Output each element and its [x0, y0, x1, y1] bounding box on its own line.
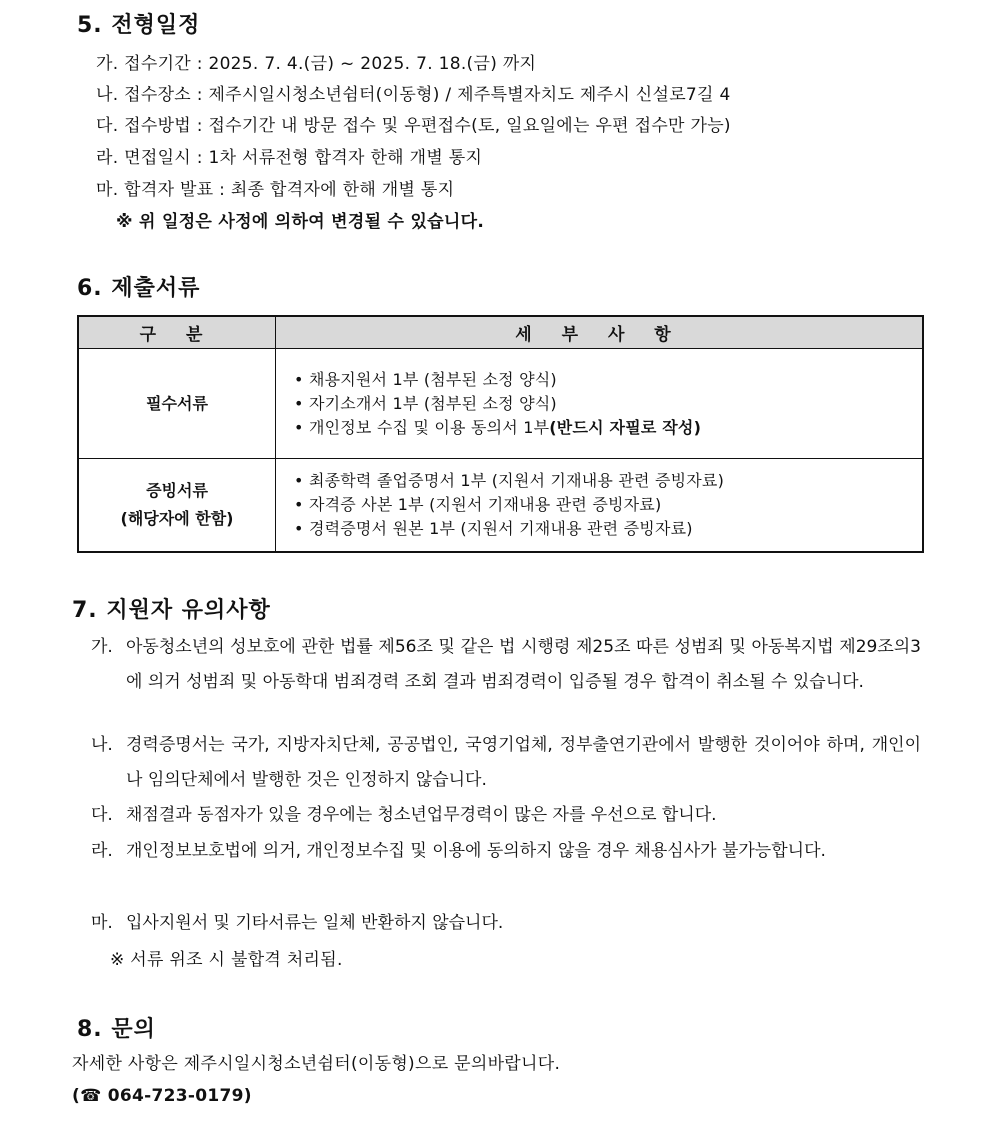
caution-item-c	[91, 798, 921, 833]
phone-number: 064-723-0179)	[101, 1086, 252, 1106]
section-5-title: 5. 전형일정	[77, 13, 201, 38]
inquiry-text: 자세한 사항은 제주시일시청소년쉼터(이동형)으로 문의바랍니다.	[72, 1054, 561, 1074]
list-item	[294, 416, 922, 440]
caution-text: 입사지원서 및 기타서류는 일체 반환하지 않습니다.	[126, 913, 504, 933]
caution-item-d	[91, 834, 921, 904]
schedule-item-interview: 라. 면접일시 : 1차 서류전형 합격자 한해 개별 통지	[96, 148, 483, 168]
caution-note: ※ 서류 위조 시 불합격 처리됨.	[110, 950, 343, 970]
caution-text: 개인정보보호법에 의거, 개인정보수집 및 이용에 동의하지 않을 경우 채용심사가 불가능합니다.	[126, 841, 826, 861]
table-header-category: 구 분	[78, 316, 276, 349]
list-item: • 경력증명서 원본 1부 (지원서 기재내용 관련 증빙자료)	[294, 517, 922, 541]
list-item: • 자기소개서 1부 (첨부된 소정 양식)	[294, 392, 922, 416]
table-header-details: 세 부 사 항	[276, 316, 924, 349]
list-item-text: 개인정보 수집 및 이용 동의서 1부	[308, 417, 550, 437]
schedule-note: ※ 위 일정은 사정에 의하여 변경될 수 있습니다.	[116, 212, 485, 232]
caution-item-b	[91, 728, 921, 798]
schedule-item-announcement: 마. 합격자 발표 : 최종 합격자에 한해 개별 통지	[96, 180, 455, 200]
details-cell	[276, 459, 924, 552]
details-cell	[276, 349, 924, 459]
list-item: • 최종학력 졸업증명서 1부 (지원서 기재내용 관련 증빙자료)	[294, 469, 922, 493]
list-item: • 자격증 사본 1부 (지원서 기재내용 관련 증빙자료)	[294, 493, 922, 517]
table-header-row	[78, 316, 923, 349]
documents-table	[77, 315, 924, 553]
caution-text: 채점결과 동점자가 있을 경우에는 청소년업무경력이 많은 자를 우선으로 합니다.	[126, 805, 717, 825]
category-cell	[78, 349, 276, 459]
caution-label: 나.	[91, 735, 113, 755]
caution-item-a	[91, 630, 921, 735]
table-row	[78, 459, 923, 552]
category-required: 필수서류	[146, 393, 208, 413]
section-7-title: 7. 지원자 유의사항	[72, 598, 271, 623]
phone-paren: (	[72, 1086, 81, 1106]
caution-label: 가.	[91, 637, 113, 657]
caution-label: 마.	[91, 913, 113, 933]
caution-label: 라.	[91, 841, 113, 861]
schedule-item-place: 나. 접수장소 : 제주시일시청소년쉼터(이동형) / 제주특별자치도 제주시 신설로7길 4	[96, 85, 731, 105]
category-proof: 증빙서류	[146, 480, 208, 500]
category-proof-sub: (해당자에 한함)	[120, 508, 234, 528]
caution-label: 다.	[91, 805, 113, 825]
caution-item-e	[91, 906, 921, 941]
schedule-item-method: 다. 접수방법 : 접수기간 내 방문 접수 및 우편접수(토, 일요일에는 우편 접수만 가능)	[96, 116, 731, 136]
table-row	[78, 349, 923, 459]
telephone-icon: ☎	[80, 1086, 102, 1106]
list-item-emphasis: (반드시 자필로 작성)	[549, 417, 702, 437]
category-cell	[78, 459, 276, 552]
caution-text: 아동청소년의 성보호에 관한 법률 제56조 및 같은 법 시행령 제25조 따른 성범죄 및 아동복지법 제29조의3에 의거 성범죄 및 아동학대 범죄경력 조회 결과 범죄경력이 입증될 경우 합격이 취소될 수 있습니다.	[126, 637, 921, 692]
list-item: • 채용지원서 1부 (첨부된 소정 양식)	[294, 368, 922, 392]
caution-text: 경력증명서는 국가, 지방자치단체, 공공법인, 국영기업체, 정부출연기관에서 발행한 것이어야 하며, 개인이나 임의단체에서 발행한 것은 인정하지 않습니다.	[126, 735, 921, 790]
section-6-title: 6. 제출서류	[77, 276, 201, 301]
schedule-item-period: 가. 접수기간 : 2025. 7. 4.(금) ~ 2025. 7. 18.(금) 까지	[96, 54, 537, 74]
section-8-title: 8. 문의	[77, 1017, 156, 1042]
inquiry-phone	[72, 1084, 252, 1108]
